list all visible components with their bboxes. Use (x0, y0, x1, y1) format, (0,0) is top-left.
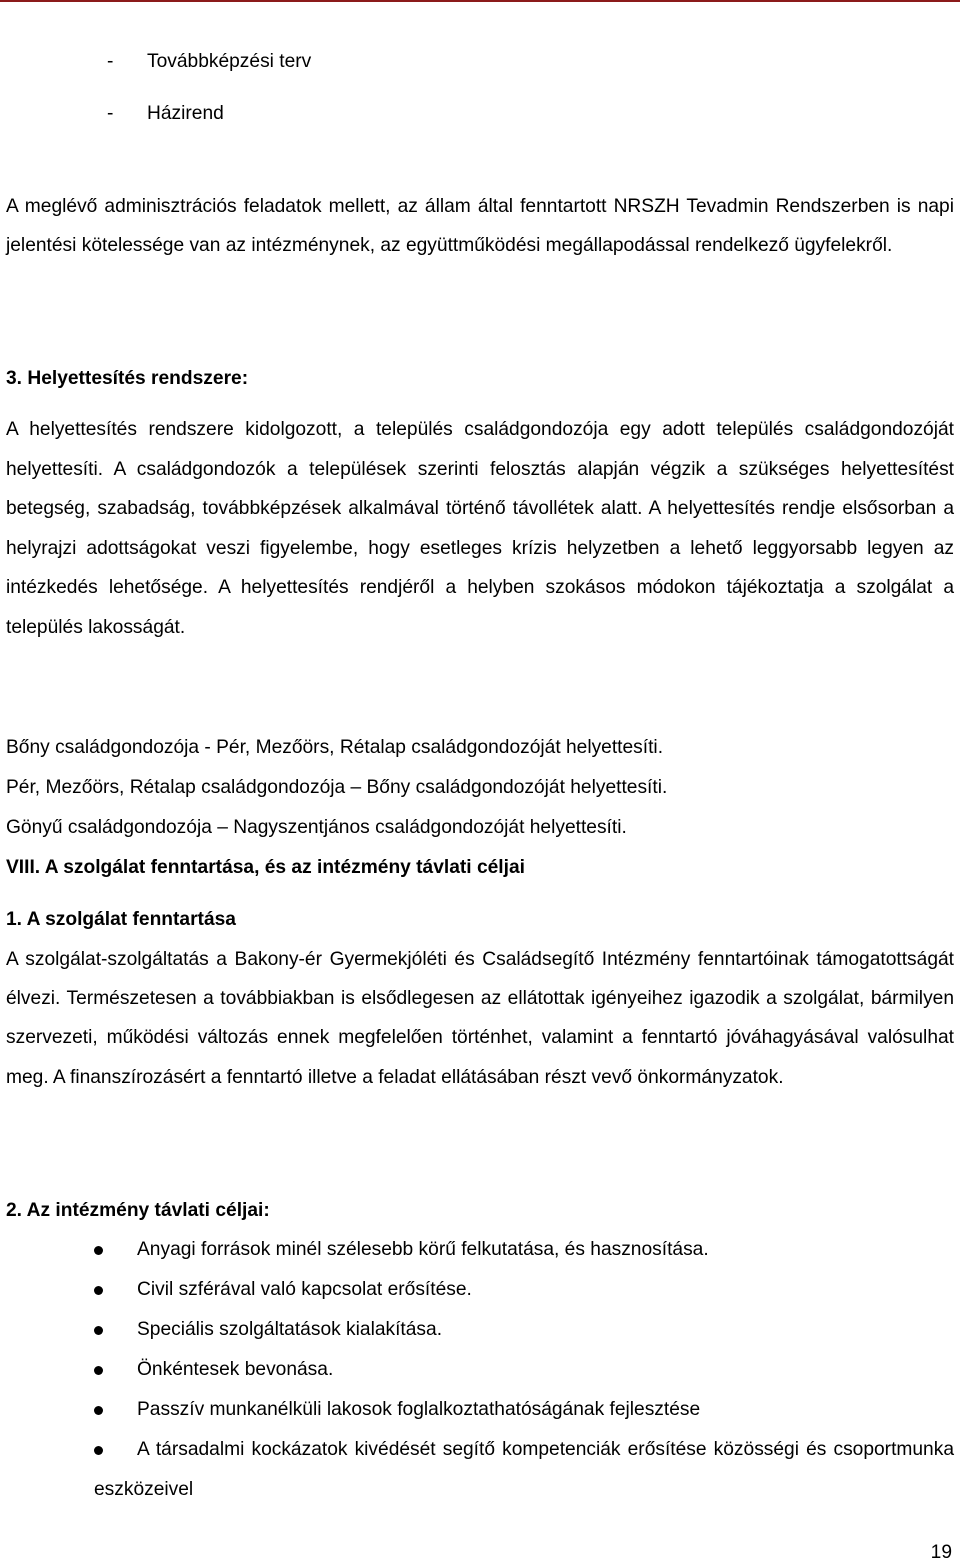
page-number: 19 (930, 1542, 952, 1563)
heading-1-fenntartas: 1. A szolgálat fenntartása (6, 909, 236, 930)
bullet-icon (94, 1246, 103, 1255)
list-item (107, 49, 311, 75)
goal-item (94, 1230, 954, 1270)
goal-item (94, 1350, 954, 1390)
goal-item (94, 1430, 954, 1510)
goal-item (94, 1270, 954, 1310)
substitution-line: Gönyű családgondozója – Nagyszentjános családgondozóját helyettesíti. (6, 817, 627, 838)
bullet-icon (94, 1406, 103, 1415)
goal-text: Passzív munkanélküli lakosok foglalkoztathatóságának fejlesztése (137, 1399, 701, 1420)
heading-3-helyettesites: 3. Helyettesítés rendszere: (6, 368, 249, 389)
top-rule (0, 0, 960, 2)
goal-text: Önkéntesek bevonása. (137, 1359, 334, 1380)
list-item-text: Házirend (147, 103, 224, 124)
list-item (107, 101, 224, 127)
goal-text: Civil szférával való kapcsolat erősítése. (137, 1279, 472, 1300)
bullet-icon (94, 1326, 103, 1335)
goals-list (94, 1230, 954, 1510)
goal-text: A társadalmi kockázatok kivédését segítő kompetenciák erősítése közösségi és csoportmunka eszközeivel (94, 1439, 954, 1500)
paragraph-helyettesites: A helyettesítés rendszere kidolgozott, a település családgondozója egy adott település családgondozóját helyettesíti. A családgondozók a települések szerinti felosztás alapján végzik a szükséges helyettesítést betegség, szabadság, továbbképzések alkalmával történő távollétek alatt. A helyettesítés rendje elsősorban a helyrajzi adottságokat veszi figyelembe, hogy esetleges krízis helyzetben a lehető leggyorsabb legyen az intézkedés lehetősége. A helyettesítés rendjéről a helyben szokásos módokon tájékoztatja a szolgálat a település lakosságát. (6, 419, 954, 638)
bullet-icon (94, 1366, 103, 1375)
goal-item (94, 1310, 954, 1350)
list-item-text: Továbbképzési terv (147, 51, 312, 72)
paragraph-fenntartas: A szolgálat-szolgáltatás a Bakony-ér Gyermekjóléti és Családsegítő Intézmény fenntartóinak támogatottságát élvezi. Természetesen a továbbiakban is elsődlegesen az ellátottak igényeihez igazodik a szolgálat, bármilyen szervezeti, működési változás ennek megfelelően történhet, valamint a fenntartó jóváhagyásával valósulhat meg. A finanszírozásért a fenntartó illetve a feladat ellátásában részt vevő önkormányzatok. (6, 949, 954, 1088)
goal-text: Anyagi források minél szélesebb körű felkutatása, és hasznosítása. (137, 1239, 709, 1260)
bullet-icon (94, 1286, 103, 1295)
goal-item (94, 1390, 954, 1430)
list-dash: - (107, 103, 114, 124)
goal-text: Speciális szolgáltatások kialakítása. (137, 1319, 443, 1340)
heading-viii: VIII. A szolgálat fenntartása, és az intézmény távlati céljai (6, 857, 525, 878)
paragraph-nrszh: A meglévő adminisztrációs feladatok mellett, az állam által fenntartott NRSZH Tevadmin Rendszerben is napi jelentési kötelessége van az intézménynek, az együttműködési megállapodással rendelkező ügyfelekről. (6, 196, 954, 257)
heading-2-celok: 2. Az intézmény távlati céljai: (6, 1200, 270, 1221)
list-dash: - (107, 51, 114, 72)
substitution-line: Pér, Mezőörs, Rétalap családgondozója – Bőny családgondozóját helyettesíti. (6, 777, 668, 798)
bullet-icon (94, 1446, 103, 1455)
substitution-line: Bőny családgondozója - Pér, Mezőörs, Rétalap családgondozóját helyettesíti. (6, 737, 664, 758)
